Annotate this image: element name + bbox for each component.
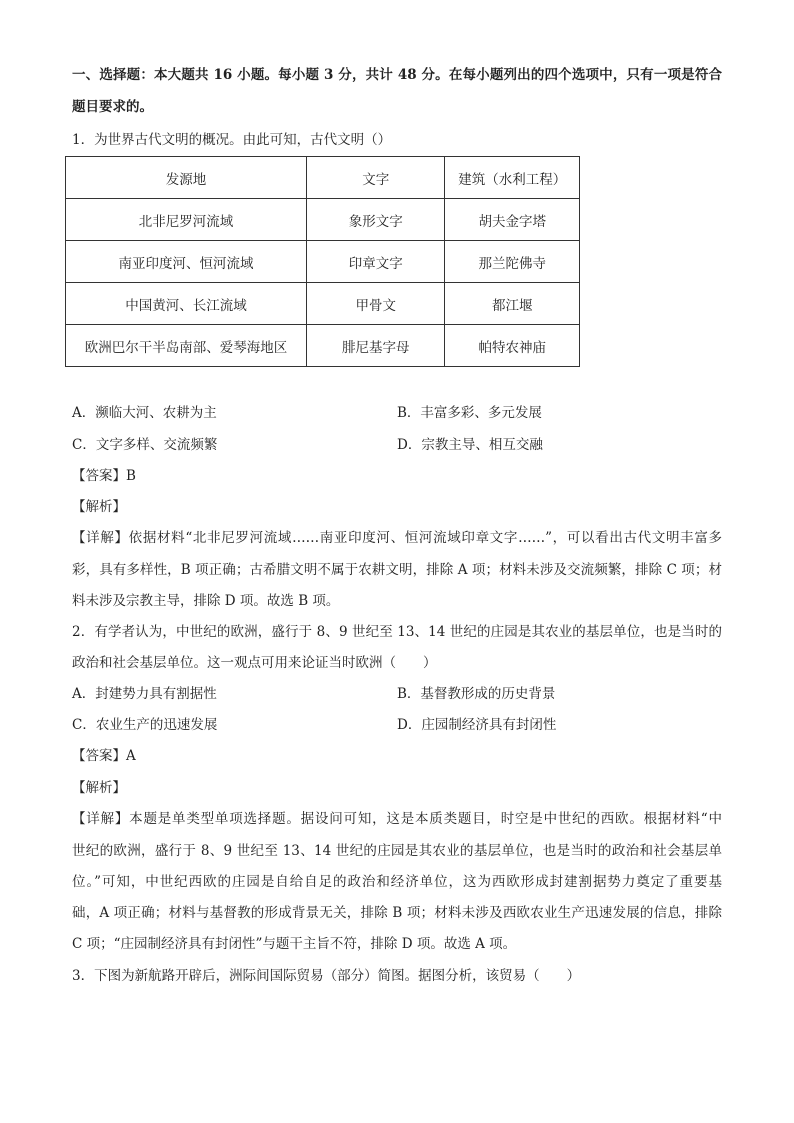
table-row xyxy=(66,325,580,367)
table-cell: 腓尼基字母 xyxy=(307,325,445,367)
q1-detail-line-1: 【详解】依据材料“北非尼罗河流域……南亚印度河、恒河流域印章文字……”，可以看出古代文明丰富多 xyxy=(72,530,722,546)
table-cell: 北非尼罗河流域 xyxy=(66,199,307,241)
q1-analysis-label: 【解析】 xyxy=(72,499,126,515)
q2-detail-line-4: 础，A 项正确；材料与基督教的形成背景无关，排除 B 项；材料未涉及西欧农业生产迅速发展的信息，排除 xyxy=(72,905,722,921)
table-cell: 欧洲巴尔干半岛南部、爱琴海地区 xyxy=(66,325,307,367)
q2-detail-line-2: 世纪的欧洲，盛行于 8、9 世纪至 13、14 世纪的庄园是其农业的基层单位，也是当时的政治和社会基层单 xyxy=(72,843,722,859)
q1-answer: 【答案】B xyxy=(72,468,136,484)
table-cell: 印章文字 xyxy=(307,241,445,283)
table-header-row xyxy=(66,157,580,199)
table-row xyxy=(66,283,580,325)
table-cell: 都江堰 xyxy=(445,283,580,325)
q2-analysis-label: 【解析】 xyxy=(72,780,126,796)
q2-option-d: D．庄园制经济具有封闭性 xyxy=(397,717,557,733)
q1-option-c: C．文字多样、交流频繁 xyxy=(72,437,218,453)
table-cell: 帕特农神庙 xyxy=(445,325,580,367)
table-row xyxy=(66,199,580,241)
table-cell: 中国黄河、长江流域 xyxy=(66,283,307,325)
q3-stem: 3．下图为新航路开辟后，洲际间国际贸易（部分）简图。据图分析，该贸易（ ） xyxy=(72,968,581,984)
q2-stem-line-1: 2．有学者认为，中世纪的欧洲，盛行于 8、9 世纪至 13、14 世纪的庄园是其农业的基层单位，也是当时的 xyxy=(72,624,722,640)
q2-detail-line-3: 位。”可知，中世纪西欧的庄园是自给自足的政治和经济单位，这为西欧形成封建割据势力奠定了重要基 xyxy=(72,874,722,890)
q1-option-b: B．丰富多彩、多元发展 xyxy=(397,405,542,421)
q2-detail-line-1: 【详解】本题是单类型单项选择题。据设问可知，这是本质类题目，时空是中世纪的西欧。根据材料“中 xyxy=(72,811,722,827)
table-cell: 南亚印度河、恒河流域 xyxy=(66,241,307,283)
table-row xyxy=(66,241,580,283)
q2-option-a: A．封建势力具有割据性 xyxy=(72,686,217,702)
q2-answer: 【答案】A xyxy=(72,748,136,764)
table-cell: 甲骨文 xyxy=(307,283,445,325)
table-cell: 胡夫金字塔 xyxy=(445,199,580,241)
section-header-line-2: 题目要求的。 xyxy=(72,99,153,115)
section-header-line-1: 一、选择题：本大题共 16 小题。每小题 3 分，共计 48 分。在每小题列出的四个选项中，只有一项是符合 xyxy=(72,67,722,83)
q1-option-a: A．濒临大河、农耕为主 xyxy=(72,405,217,421)
q1-option-d: D．宗教主导、相互交融 xyxy=(397,437,543,453)
q2-option-c: C．农业生产的迅速发展 xyxy=(72,717,218,733)
q2-option-b: B．基督教形成的历史背景 xyxy=(397,686,556,702)
table-header-cell: 建筑（水利工程） xyxy=(445,157,580,199)
table-cell: 那兰陀佛寺 xyxy=(445,241,580,283)
q2-detail-line-5: C 项；“庄园制经济具有封闭性”与题干主旨不符，排除 D 项。故选 A 项。 xyxy=(72,936,517,952)
table-cell: 象形文字 xyxy=(307,199,445,241)
table-header-cell: 发源地 xyxy=(66,157,307,199)
q2-stem-line-2: 政治和社会基层单位。这一观点可用来论证当时欧洲（ ） xyxy=(72,655,437,671)
q1-detail-line-2: 彩，具有多样性，B 项正确；古希腊文明不属于农耕文明，排除 A 项；材料未涉及交流频繁，排除 C 项；材 xyxy=(72,562,722,578)
q1-detail-line-3: 料未涉及宗教主导，排除 D 项。故选 B 项。 xyxy=(72,593,340,609)
table-header-cell: 文字 xyxy=(307,157,445,199)
q1-stem: 1．为世界古代文明的概况。由此可知，古代文明（） xyxy=(72,132,392,148)
q1-material-table xyxy=(65,156,580,367)
